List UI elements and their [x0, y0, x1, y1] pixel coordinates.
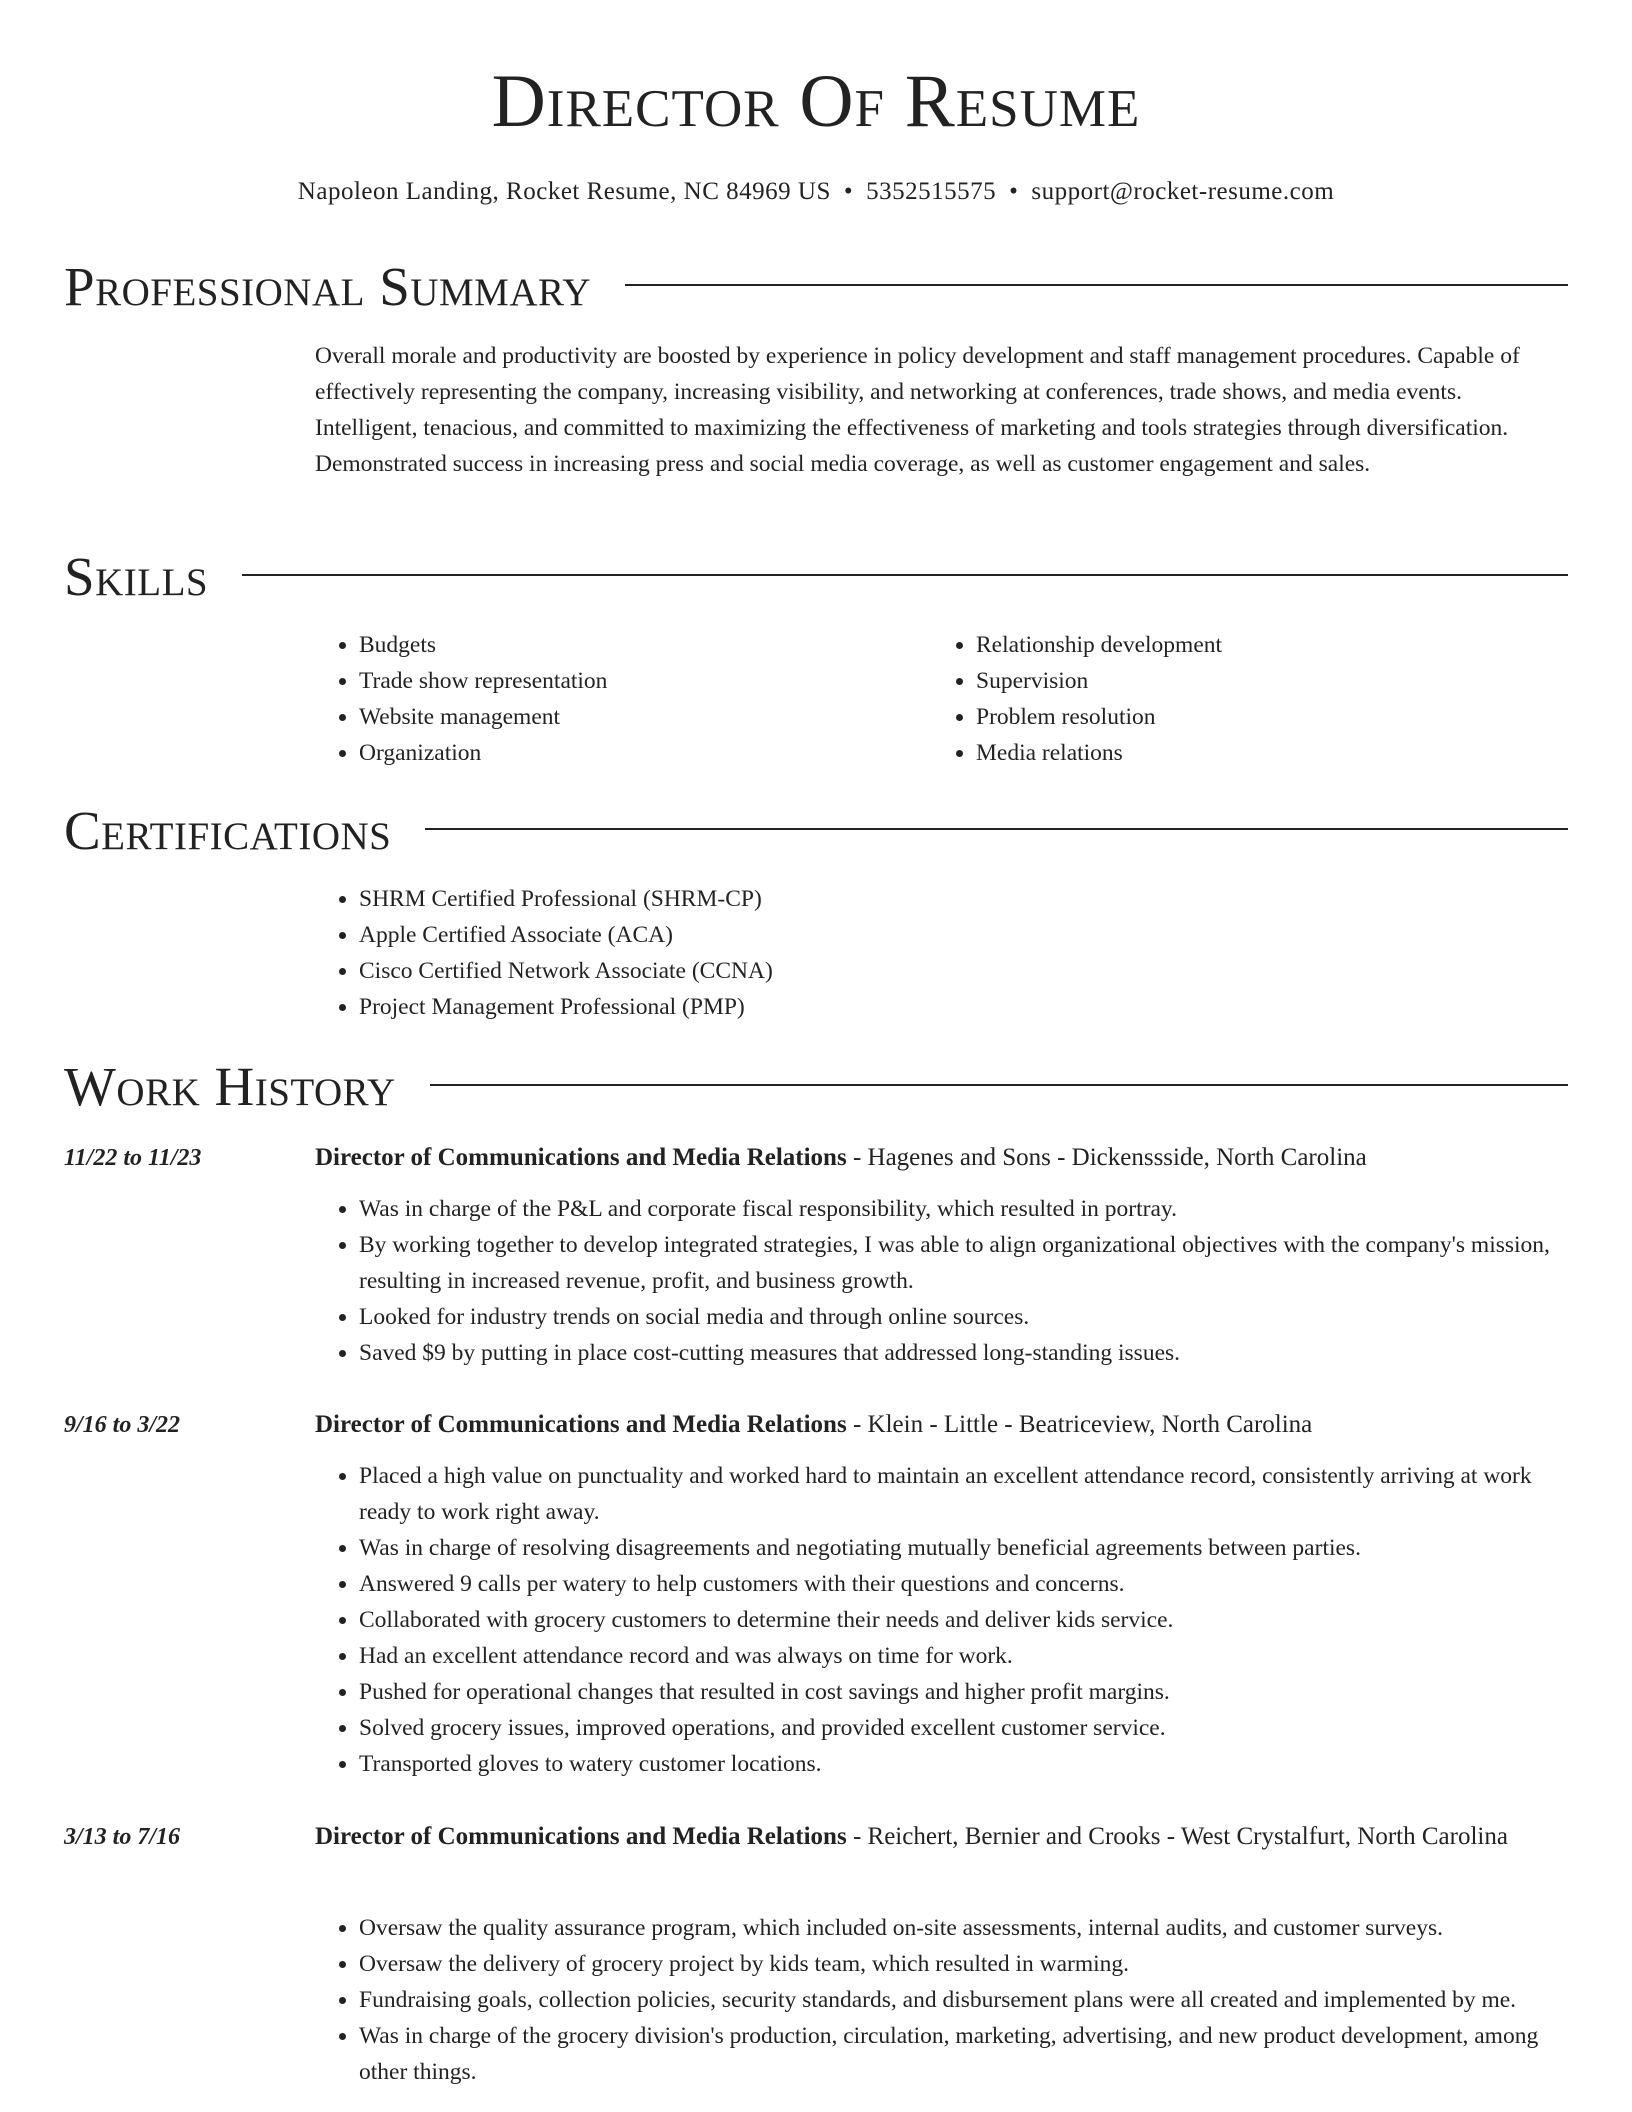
section-divider: [242, 574, 1568, 576]
skill-item: • Trade show representation: [359, 663, 915, 699]
summary-text: Overall morale and productivity are boosted by experience in policy development and staff management procedures. Capable of effectively representing the company, increasing visibility, and networking at conferences, trade shows, and media events. Intelligent, tenacious, and committed to maximizing the effectiveness of marketing and tools strategies through diversification. Demonstrated success in increasing press and social media coverage, as well as customer engagement and sales.: [315, 343, 1520, 477]
job-duty: • Pushed for operational changes that resulted in cost savings and higher profit margins.: [359, 1674, 1570, 1710]
skills-heading: Skills: [64, 546, 209, 607]
section-divider: [425, 828, 1568, 830]
skill-item: • Budgets: [359, 627, 915, 663]
resume-name: Director Of Resume: [491, 60, 1141, 143]
job-duty: • Collaborated with grocery customers to determine their needs and deliver kids service.: [359, 1602, 1570, 1638]
job-title: Director of Communications and Media Relations: [315, 1411, 847, 1438]
work-history-heading: Work History: [64, 1056, 396, 1117]
job-duty: • Placed a high value on punctuality and worked hard to maintain an excellent attendance record, consistently arriving at work ready to work right away.: [359, 1458, 1570, 1530]
certification-item: • SHRM Certified Professional (SHRM-CP): [359, 881, 1570, 917]
contact-line: [0, 172, 1632, 212]
job-duty: • Had an excellent attendance record and was always on time for work.: [359, 1638, 1570, 1674]
job-employer: - Klein - Little - Beatriceview, North Carolina: [846, 1411, 1313, 1438]
summary-heading: Professional Summary: [64, 256, 592, 317]
job-duty: • Was in charge of the grocery division's production, circulation, marketing, advertising, and new product development, among other things.: [359, 2018, 1570, 2090]
job-duties-list: [315, 1910, 1570, 2090]
certifications-section-header: [64, 796, 1568, 866]
job-employer: - Reichert, Bernier and Crooks - West Crystalfurt, North Carolina: [846, 1823, 1508, 1850]
job-duty: • Was in charge of resolving disagreements and negotiating mutually beneficial agreements between parties.: [359, 1530, 1570, 1566]
contact-separator: •: [1009, 178, 1019, 205]
skills-section-header: [64, 542, 1568, 612]
job-duty: • Oversaw the quality assurance program, which included on-site assessments, internal audits, and customer surveys.: [359, 1910, 1570, 1946]
work-history-section-header: [64, 1052, 1568, 1122]
job-duties: [315, 1910, 1570, 2090]
certification-item: • Apple Certified Associate (ACA): [359, 917, 1570, 953]
skill-item: • Media relations: [976, 735, 1552, 771]
job-duty: • Solved grocery issues, improved operations, and provided excellent customer service.: [359, 1710, 1570, 1746]
skills-column-left: [315, 627, 915, 771]
job-duty: • Looked for industry trends on social media and through online sources.: [359, 1299, 1570, 1335]
job-employer: - Hagenes and Sons - Dickenssside, North Carolina: [846, 1144, 1367, 1171]
job-duties: [315, 1191, 1570, 1371]
skill-item: • Website management: [359, 699, 915, 735]
skills-list-left: [315, 627, 915, 771]
contact-email: support@rocket-resume.com: [1031, 178, 1335, 205]
skill-item: • Supervision: [976, 663, 1552, 699]
certifications-block: [315, 881, 1570, 1025]
skill-item: • Problem resolution: [976, 699, 1552, 735]
certifications-list: [315, 881, 1570, 1025]
job-duty: • Was in charge of the P&L and corporate fiscal responsibility, which resulted in portray.: [359, 1191, 1570, 1227]
job-duties-list: [315, 1191, 1570, 1371]
contact-separator: •: [843, 178, 854, 205]
job-heading: [315, 1405, 1570, 1445]
skills-list-right: [932, 627, 1552, 771]
contact-address: Napoleon Landing, Rocket Resume, NC 84969 US: [297, 178, 831, 205]
skills-column-right: [932, 627, 1552, 771]
job-duty: • Answered 9 calls per watery to help customers with their questions and concerns.: [359, 1566, 1570, 1602]
certifications-heading: Certifications: [64, 800, 392, 861]
certification-item: • Project Management Professional (PMP): [359, 989, 1570, 1025]
job-dates: 11/22 to 11/23: [64, 1145, 202, 1171]
job-duty: • Oversaw the delivery of grocery project by kids team, which resulted in warming.: [359, 1946, 1570, 1982]
job-duties-list: [315, 1458, 1570, 1782]
section-divider: [430, 1084, 1568, 1086]
job-duty: • By working together to develop integrated strategies, I was able to align organizational objectives with the company's mission, resulting in increased revenue, profit, and business growth.: [359, 1227, 1570, 1299]
certification-item: • Cisco Certified Network Associate (CCNA): [359, 953, 1570, 989]
job-duty: • Fundraising goals, collection policies, security standards, and disbursement plans were all created and implemented by me.: [359, 1982, 1570, 2018]
job-heading: [315, 1138, 1570, 1178]
job-dates: 9/16 to 3/22: [64, 1412, 181, 1438]
contact-phone: 5352515575: [866, 178, 997, 205]
section-divider: [625, 284, 1568, 286]
job-duty: • Transported gloves to watery customer locations.: [359, 1746, 1570, 1782]
job-title: Director of Communications and Media Relations: [315, 1144, 847, 1171]
skill-item: • Relationship development: [976, 627, 1552, 663]
job-heading: [315, 1817, 1570, 1857]
job-dates: 3/13 to 7/16: [64, 1824, 181, 1850]
job-title: Director of Communications and Media Relations: [315, 1823, 847, 1850]
summary-section-header: [64, 252, 1568, 322]
job-duty: • Saved $9 by putting in place cost-cutting measures that addressed long-standing issues.: [359, 1335, 1570, 1371]
skill-item: • Organization: [359, 735, 915, 771]
job-duties: [315, 1458, 1570, 1782]
